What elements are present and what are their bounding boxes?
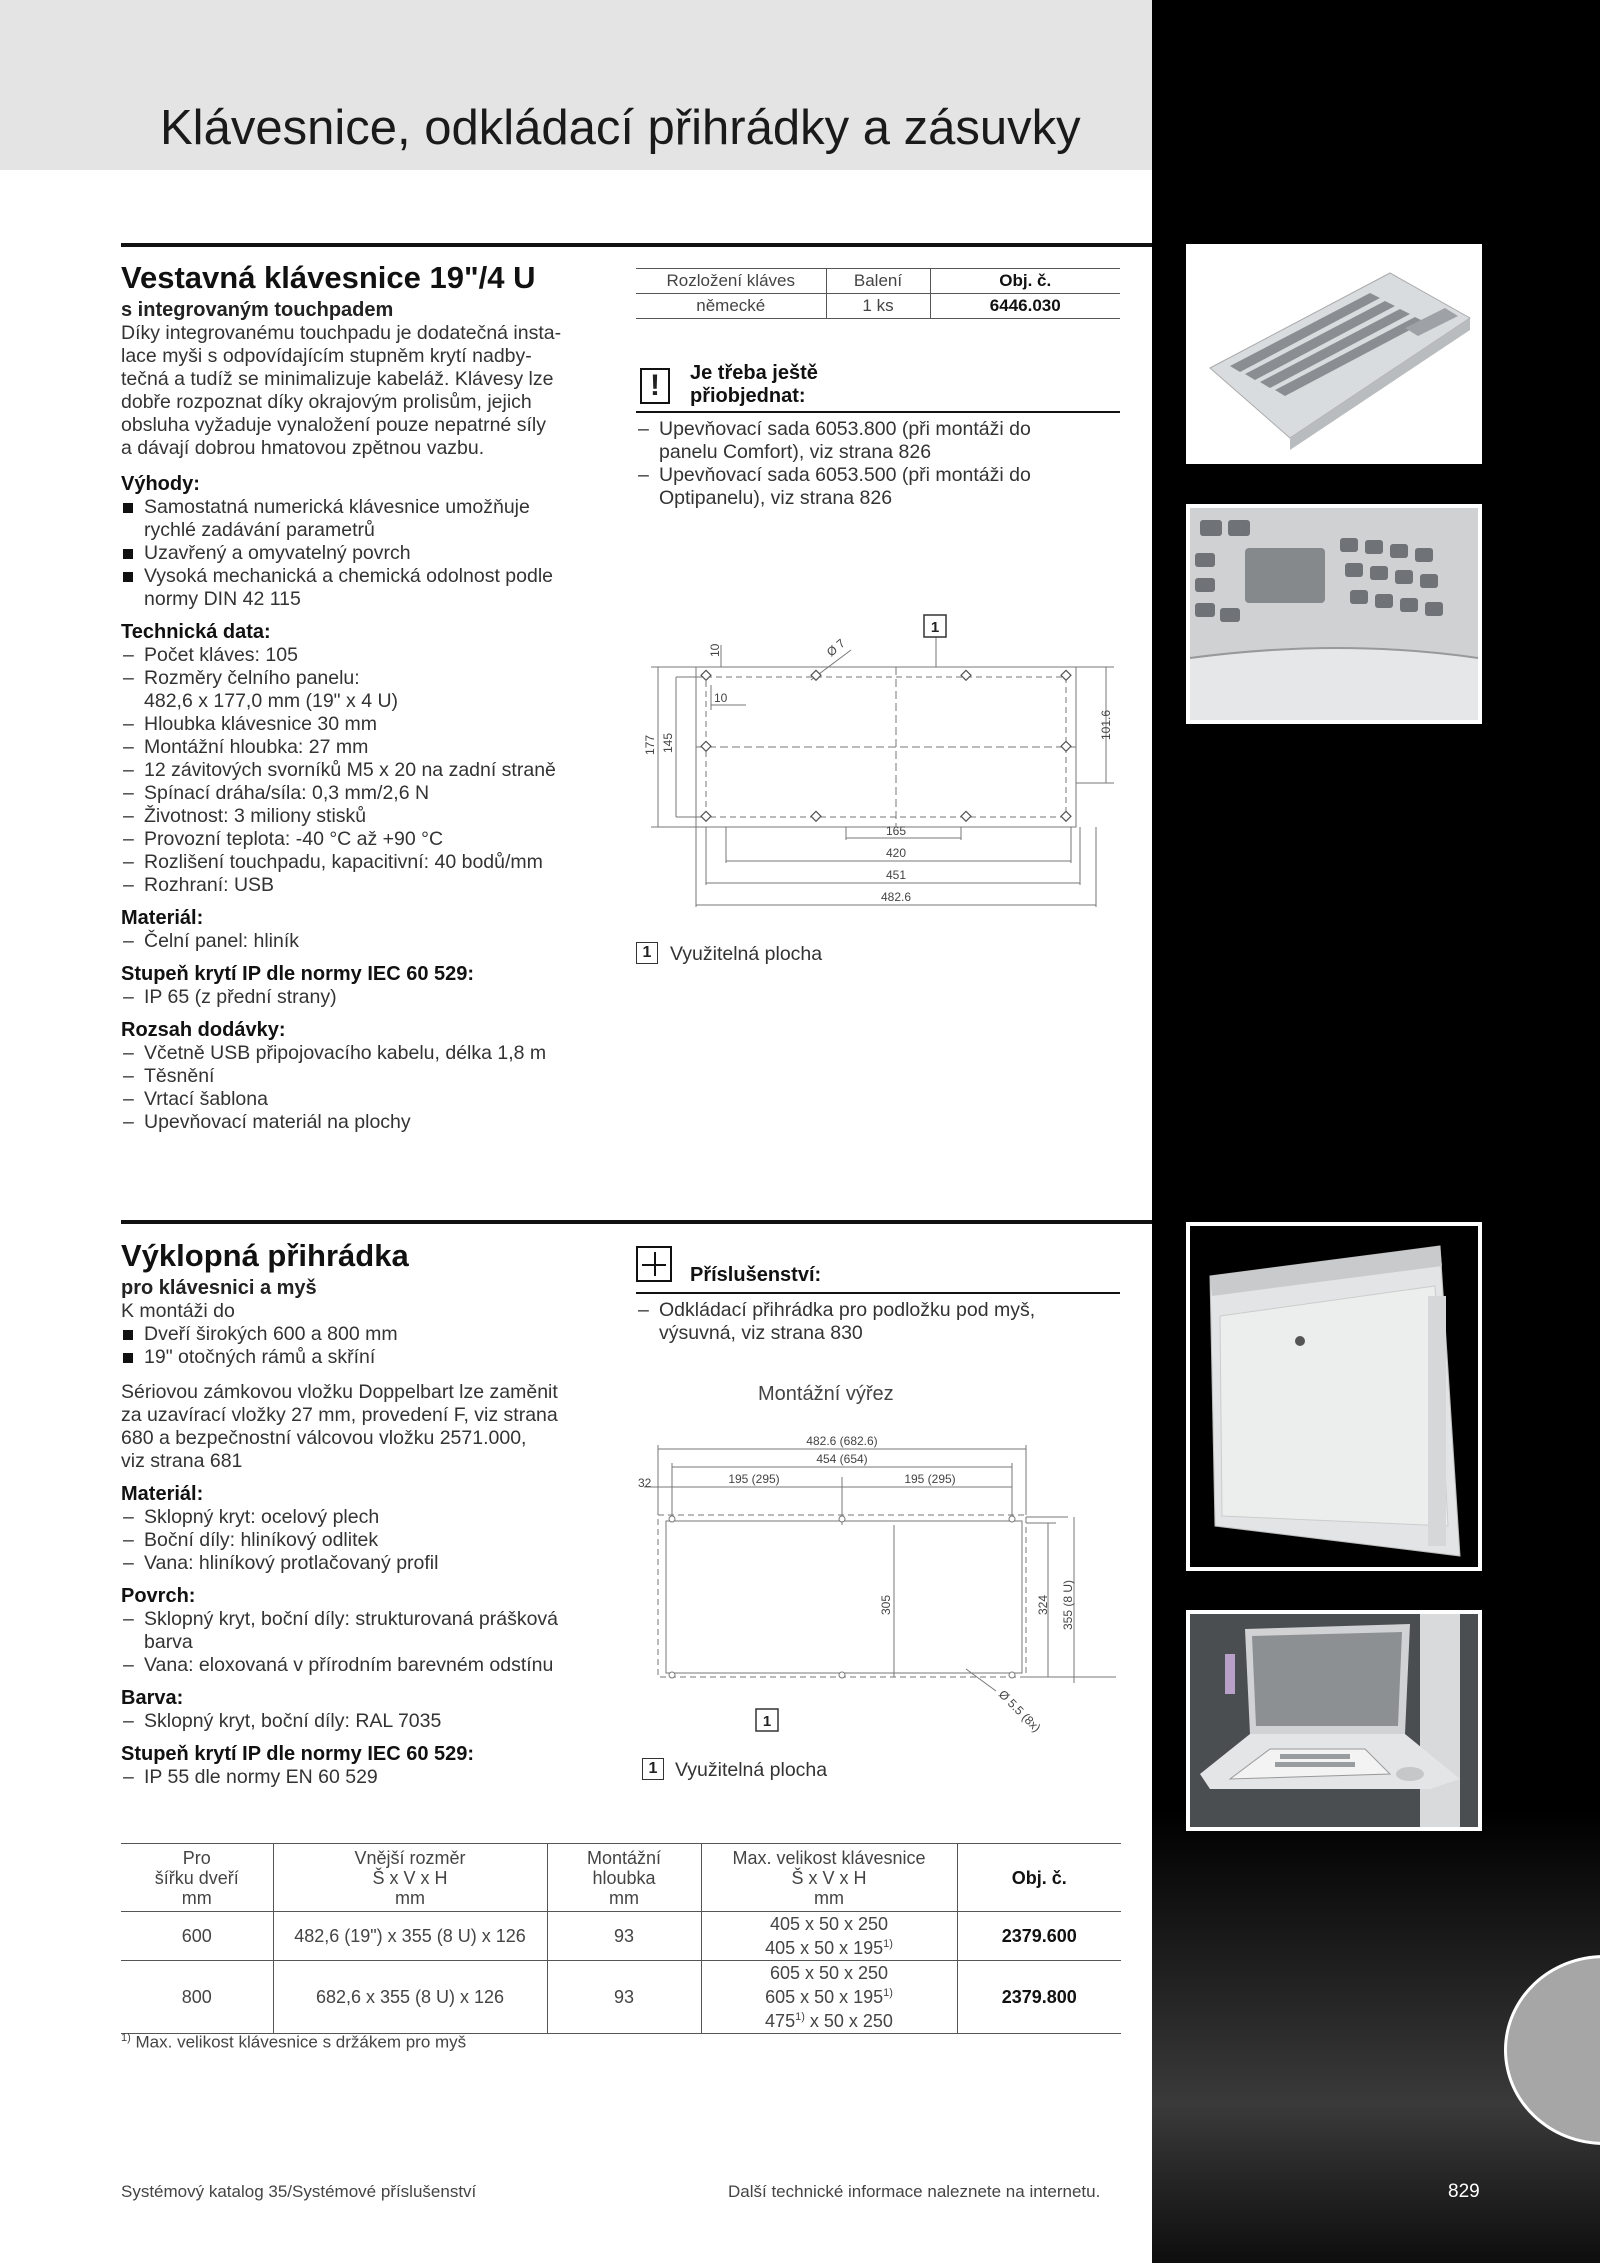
svg-text:Ø 7: Ø 7 [823, 636, 848, 660]
drawer-photo-open [1186, 1610, 1482, 1831]
svg-text:451: 451 [885, 868, 907, 882]
svg-text:145: 145 [661, 732, 675, 753]
legend-text: Využitelná plocha [670, 943, 823, 965]
tech-item: – Spínací dráha/síla: 0,3 mm/2,6 N [121, 782, 621, 805]
keyboard-order-table [636, 268, 1120, 319]
scope-item: – Vrtací šablona [121, 1088, 621, 1111]
legend-text: Využitelná plocha [675, 1759, 828, 1781]
mount-item: Dveří širokých 600 a 800 mm [121, 1323, 621, 1346]
note-item: – Upevňovací sada 6053.800 (při montáži do panelu Comfort), viz strana 826 [636, 418, 1136, 464]
tech-item: – Montážní hloubka: 27 mm [121, 736, 621, 759]
plus-icon [636, 1246, 672, 1282]
scope-item: – Těsnění [121, 1065, 621, 1088]
page-number: 829 [1448, 2181, 1480, 2202]
tech-item: – Rozlišení touchpadu, kapacitivní: 40 bodů/mm [121, 851, 621, 874]
advantages-heading: Výhody: [121, 473, 200, 495]
svg-text:482.6 (682.6): 482.6 (682.6) [806, 1434, 878, 1448]
svg-text:1: 1 [762, 1713, 772, 1730]
table-row: 600 482,6 (19") x 355 (8 U) x 126 93 405 x 50 x 250 405 x 50 x 195$^{1)}$ 2379.600 [121, 1912, 1121, 1961]
table-header: Montážní hloubka mm [547, 1844, 701, 1912]
table-header-row [121, 1844, 1121, 1912]
svg-text:482.6: 482.6 [880, 890, 912, 904]
tech-item: – Počet kláves: 105 [121, 644, 621, 667]
table-row: německé 1 ks 6446.030 [636, 294, 1120, 319]
section2-left [121, 1238, 621, 1789]
surface-heading: Povrch: [121, 1585, 196, 1607]
lock-text: Sériovou zámkovou vložku Doppelbart lze zaměnit za uzavírací vložky 27 mm, provedení F, viz strana 680 a bezpečnostní válcovou vložku 2571.000, viz strana 681 [121, 1381, 558, 1472]
cutout-title: Montážní výřez [758, 1383, 894, 1405]
scope-item: – Včetně USB připojovacího kabelu, délka 1,8 m [121, 1042, 621, 1065]
legend-number: 1 [636, 942, 658, 964]
ip-heading: Stupeň krytí IP dle normy IEC 60 529: [121, 1743, 475, 1765]
table-header: Balení [826, 269, 930, 294]
section2-subtitle: pro klávesnici a myš [121, 1277, 317, 1299]
surface-item: – Vana: eloxovaná v přírodním barevném odstínu [121, 1654, 621, 1677]
note-rule [636, 411, 1120, 413]
section1-left [121, 260, 621, 1134]
svg-text:Ø 5.5 (8x): Ø 5.5 (8x) [995, 1687, 1044, 1735]
exclamation-icon: ! [640, 368, 670, 404]
svg-text:454 (654): 454 (654) [816, 1452, 868, 1466]
color-heading: Barva: [121, 1687, 184, 1709]
svg-text:195 (295): 195 (295) [728, 1472, 780, 1486]
drawer-photo-closed [1186, 1222, 1482, 1571]
table-header: Obj. č. [930, 269, 1120, 294]
page-title: Klávesnice, odkládací přihrádky a zásuvky [160, 101, 1081, 155]
section1-subtitle: s integrovaným touchpadem [121, 299, 394, 321]
note-heading: Je třeba ještě přiobjednat: [690, 362, 818, 407]
svg-text:101.6: 101.6 [1099, 709, 1113, 740]
table-header: Pro šířku dveří mm [121, 1844, 273, 1912]
table-header: Rozložení kláves [636, 269, 826, 294]
ip-item: – IP 65 (z přední strany) [121, 986, 621, 1009]
svg-text:305: 305 [879, 1594, 893, 1615]
advantage-item: Uzavřený a omyvatelný povrch [121, 542, 621, 565]
ip-item: – IP 55 dle normy EN 60 529 [121, 1766, 621, 1789]
material-item: – Boční díly: hliníkový odlitek [121, 1529, 621, 1552]
section1-intro: Díky integrovanému touchpadu je dodatečná insta- lace myši s odpovídajícím stupněm krytí nadby- tečná a tudíž se minimalizuje kabeláž. Klávesy lze dobře rozpoznat díky okrajovým prolisům, jejich obsluha vyžaduje vynaložení pouze nepatrné síly a dávají dobrou hmatovou zpětnou vazbu. [121, 322, 562, 459]
svg-text:32: 32 [638, 1476, 652, 1490]
tech-item: – Rozměry čelního panelu: 482,6 x 177,0 mm (19" x 4 U) [121, 667, 621, 713]
advantage-item: Vysoká mechanická a chemická odolnost podle normy DIN 42 115 [121, 565, 621, 611]
table-header: Obj. č. [957, 1844, 1121, 1912]
material-item: – Čelní panel: hliník [121, 930, 621, 953]
material-item: – Sklopný kryt: ocelový plech [121, 1506, 621, 1529]
svg-text:420: 420 [885, 846, 907, 860]
tech-heading: Technická data: [121, 621, 271, 643]
table-footnote: $^{1)}$ Max. velikost klávesnice s držákem pro myš [121, 2032, 467, 2052]
svg-text:177: 177 [643, 734, 657, 755]
svg-text:1: 1 [930, 619, 940, 636]
footer-web-info: Další technické informace naleznete na internetu. [728, 2182, 1101, 2201]
svg-text:195 (295): 195 (295) [904, 1472, 956, 1486]
table-row: 800 682,6 x 355 (8 U) x 126 93 605 x 50 x 250 605 x 50 x 195$^{1)}$ 475$^{1)}$ x 50 x 250 2379.800 [121, 1961, 1121, 2034]
scope-item: – Upevňovací materiál na plochy [121, 1111, 621, 1134]
svg-text:10: 10 [708, 643, 722, 657]
svg-text:324: 324 [1036, 1594, 1050, 1615]
tech-item: – 12 závitových svorníků M5 x 20 na zadní straně [121, 759, 621, 782]
section2-rule [121, 1220, 1152, 1224]
tech-item: – Rozhraní: USB [121, 874, 621, 897]
tech-item: – Provozní teplota: -40 °C až +90 °C [121, 828, 621, 851]
drawer-order-table [121, 1843, 1121, 2034]
material-heading: Materiál: [121, 1483, 204, 1505]
table-header: Max. velikost klávesnice Š x V x H mm [701, 1844, 957, 1912]
svg-text:10: 10 [714, 691, 728, 705]
accessories-heading: Příslušenství: [690, 1264, 822, 1286]
tech-item: – Životnost: 3 miliony stisků [121, 805, 621, 828]
keyboard-dimension-drawing [636, 605, 1126, 925]
mount-item: 19" otočných rámů a skříní [121, 1346, 621, 1369]
material-item: – Vana: hliníkový protlačovaný profil [121, 1552, 621, 1575]
cutout-dimension-drawing [636, 1425, 1126, 1745]
advantage-item: Samostatná numerická klávesnice umožňuje rychlé zadávání parametrů [121, 496, 621, 542]
note-item: – Upevňovací sada 6053.500 (při montáži do Optipanelu), viz strana 826 [636, 464, 1136, 510]
section2-title: Výklopná přihrádka [121, 1238, 409, 1273]
mount-intro: K montáži do [121, 1300, 235, 1322]
surface-item: – Sklopný kryt, boční díly: strukturovaná prášková barva [121, 1608, 621, 1654]
accessories-list [636, 1299, 1136, 1345]
footer-catalog: Systémový katalog 35/Systémové příslušenství [121, 2182, 477, 2201]
table-header: Vnější rozměr Š x V x H mm [273, 1844, 547, 1912]
accessory-item: – Odkládací přihrádka pro podložku pod myš, výsuvná, viz strana 830 [636, 1299, 1136, 1345]
color-item: – Sklopný kryt, boční díly: RAL 7035 [121, 1710, 621, 1733]
tech-item: – Hloubka klávesnice 30 mm [121, 713, 621, 736]
keyboard-photo-2 [1186, 504, 1482, 724]
svg-text:165: 165 [885, 824, 907, 838]
material-heading: Materiál: [121, 907, 204, 929]
ip-heading: Stupeň krytí IP dle normy IEC 60 529: [121, 963, 475, 985]
section1-rule [121, 243, 1152, 247]
accessories-rule [636, 1292, 1120, 1294]
svg-text:355 (8 U): 355 (8 U) [1061, 1579, 1075, 1630]
keyboard-photo-1 [1186, 244, 1482, 464]
scope-heading: Rozsah dodávky: [121, 1019, 286, 1041]
legend-number: 1 [642, 1758, 664, 1780]
note-list [636, 418, 1136, 510]
section1-title: Vestavná klávesnice 19"/4 U [121, 260, 536, 295]
